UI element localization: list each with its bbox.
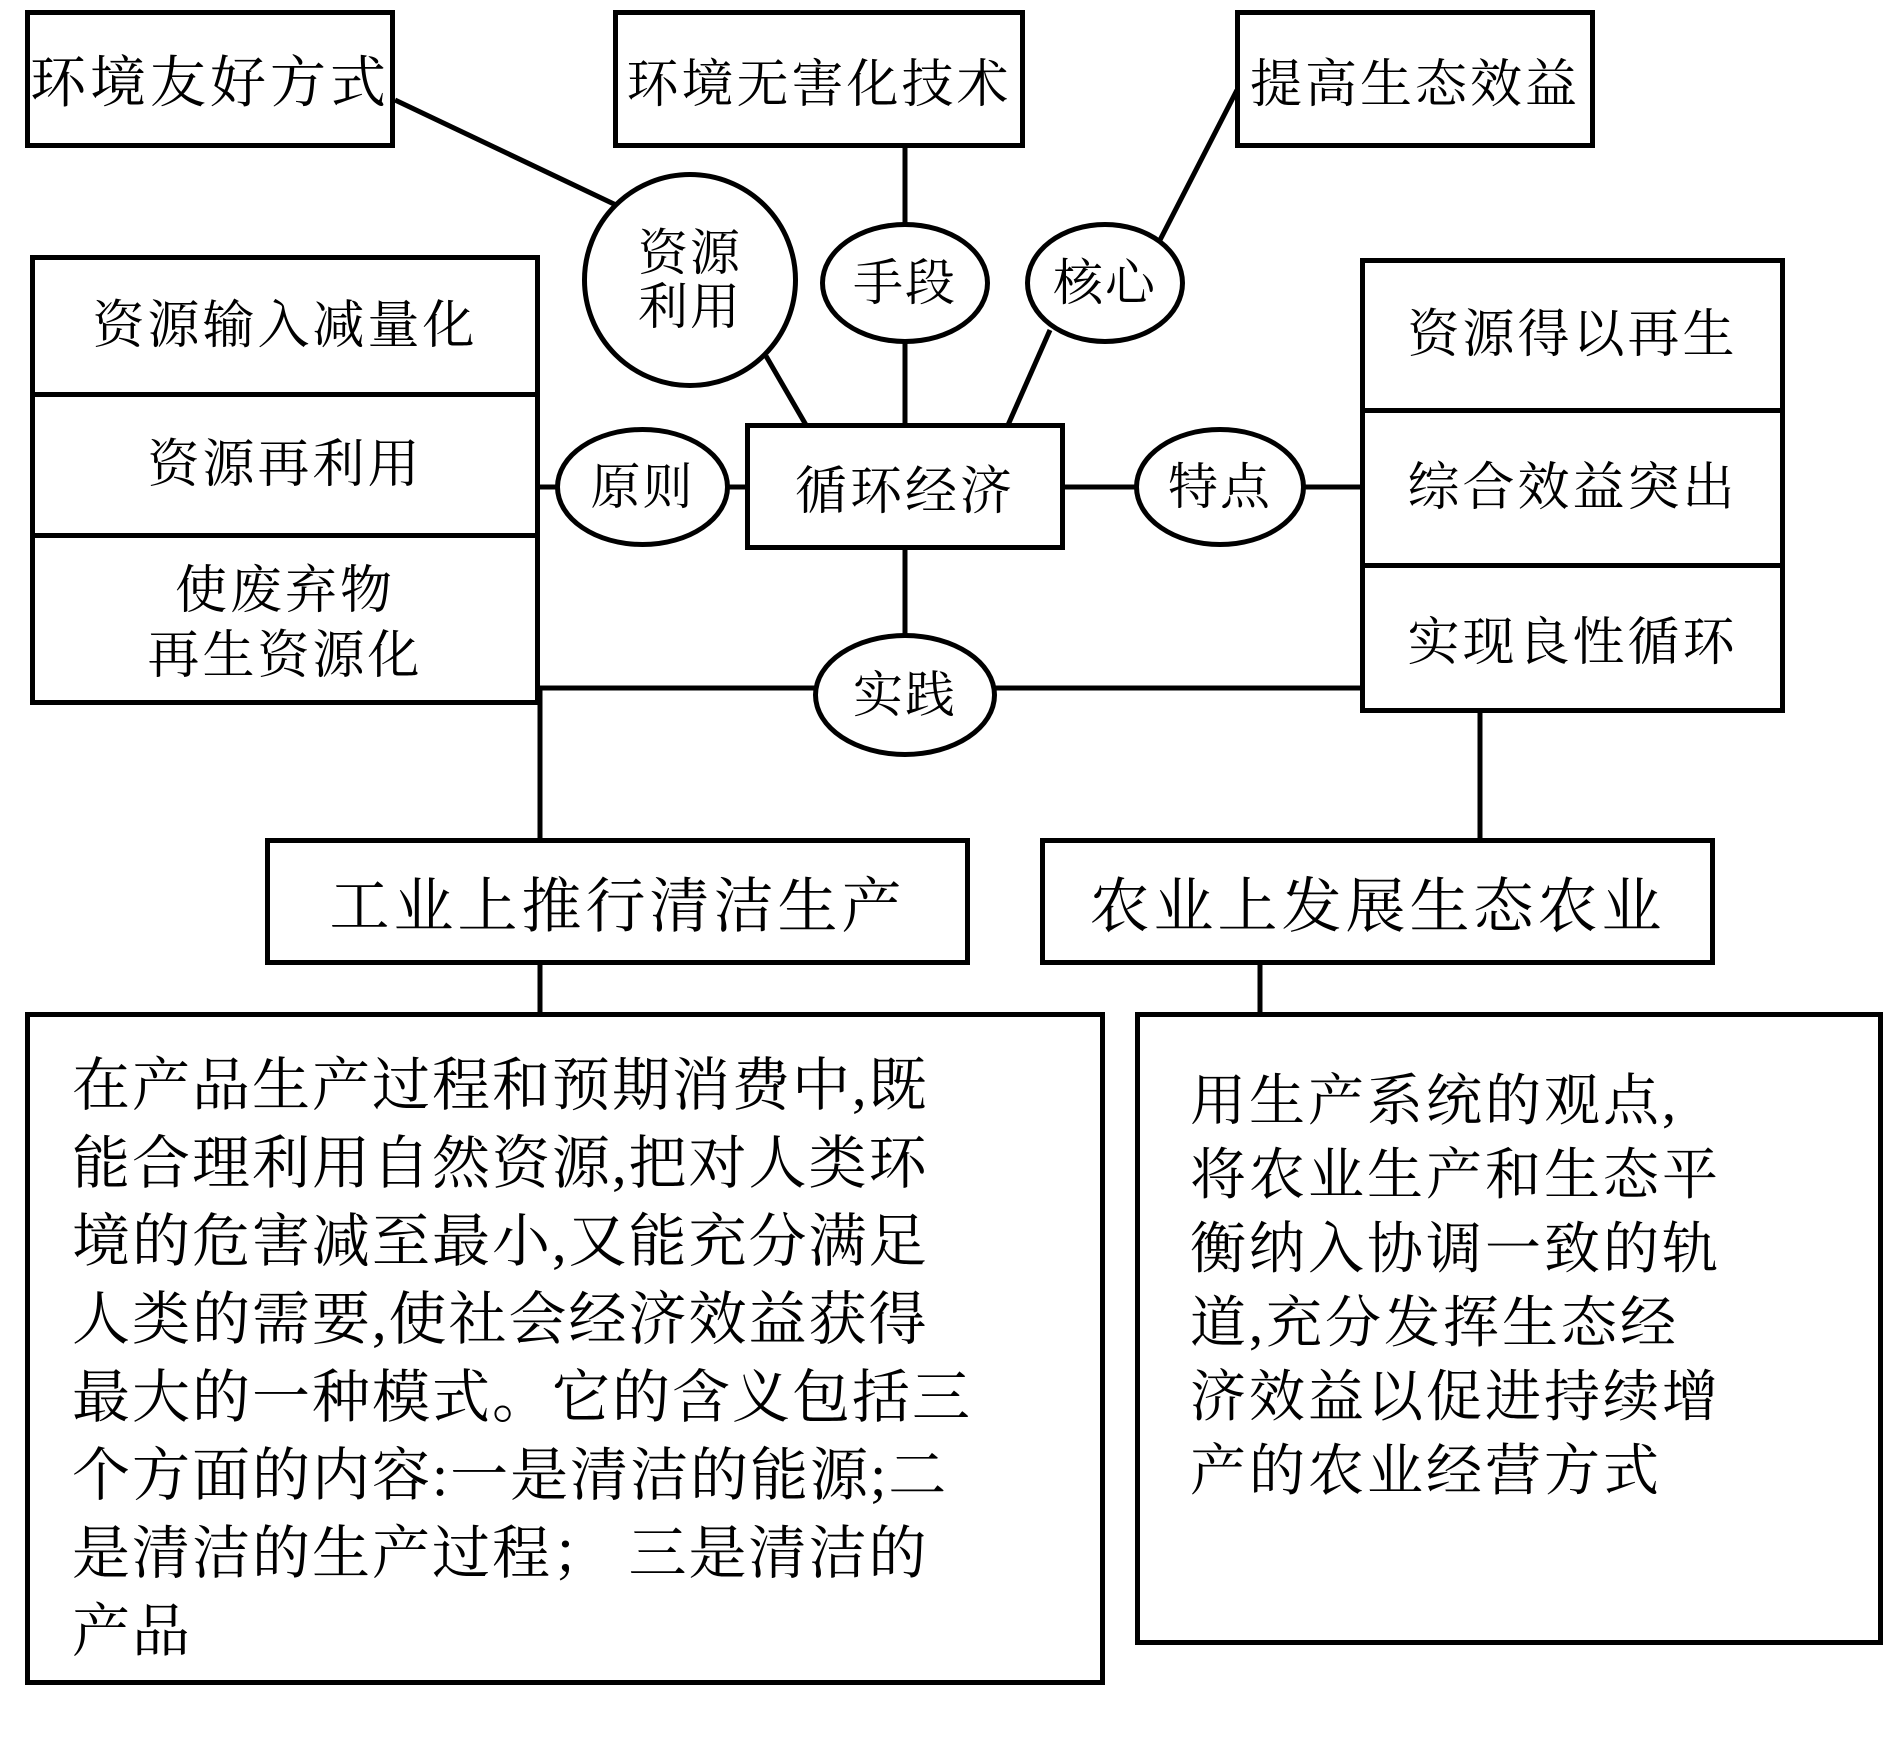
agriculture-desc-line: 将农业生产和生态平 [1190, 1145, 1721, 1207]
ellipse-means: 手段 [820, 222, 990, 344]
agriculture-desc-line: 产的农业经营方式 [1190, 1441, 1662, 1503]
principle-item3-line1: 使废弃物 [174, 563, 395, 620]
resource-use-line1: 资源 [638, 225, 742, 281]
principle-list [30, 255, 540, 705]
industry-desc-line: 在产品生产过程和预期消费中,既 [72, 1053, 929, 1118]
node-eco-benefit: 提高生态效益 [1235, 10, 1595, 148]
ellipse-feature: 特点 [1134, 427, 1306, 547]
agriculture-desc-line: 道,充分发挥生态经 [1190, 1293, 1679, 1355]
principle-item3-line2: 再生资源化 [147, 628, 423, 685]
line-core-ecobenefit [1160, 90, 1237, 240]
line-core-center [1008, 330, 1050, 425]
ellipse-resource-use [582, 172, 798, 388]
agriculture-desc-line: 衡纳入协调一致的轨 [1190, 1219, 1721, 1281]
industry-desc-line: 境的危害减至最小,又能充分满足 [72, 1209, 929, 1274]
industry-desc-line: 人类的需要,使社会经济效益获得 [72, 1287, 929, 1352]
industry-desc-line: 是清洁的生产过程； 三是清洁的 [72, 1521, 929, 1586]
agriculture-description [1135, 1012, 1883, 1645]
node-harmless-tech: 环境无害化技术 [613, 10, 1025, 148]
industry-desc-line: 产品 [72, 1599, 193, 1664]
agriculture-desc-line: 用生产系统的观点, [1190, 1071, 1679, 1133]
principle-item: 资源再利用 [35, 392, 535, 533]
node-agriculture: 农业上发展生态农业 [1040, 838, 1715, 965]
feature-item: 实现良性循环 [1365, 563, 1780, 718]
ellipse-core: 核心 [1025, 222, 1185, 344]
principle-item: 资源输入减量化 [92, 297, 478, 355]
node-circular-economy: 循环经济 [745, 423, 1065, 550]
ellipse-principle: 原则 [555, 427, 730, 547]
node-industry: 工业上推行清洁生产 [265, 838, 970, 965]
feature-item: 资源得以再生 [1407, 307, 1738, 364]
agriculture-desc-line: 济效益以促进持续增 [1190, 1367, 1721, 1429]
industry-desc-line: 最大的一种模式。它的含义包括三 [72, 1365, 973, 1430]
industry-desc-line: 能合理利用自然资源,把对人类环 [72, 1131, 929, 1196]
resource-use-line2: 利用 [638, 279, 742, 335]
line-resourceuse-center [766, 356, 806, 425]
feature-list [1360, 258, 1785, 713]
feature-item: 综合效益突出 [1365, 408, 1780, 563]
ellipse-practice: 实践 [813, 633, 997, 757]
principle-item [35, 533, 535, 710]
industry-description [25, 1012, 1105, 1685]
node-env-friendly: 环境友好方式 [25, 10, 395, 148]
line-envfriendly-resourceuse [395, 100, 616, 205]
industry-desc-line: 个方面的内容:一是清洁的能源;二 [72, 1443, 949, 1508]
